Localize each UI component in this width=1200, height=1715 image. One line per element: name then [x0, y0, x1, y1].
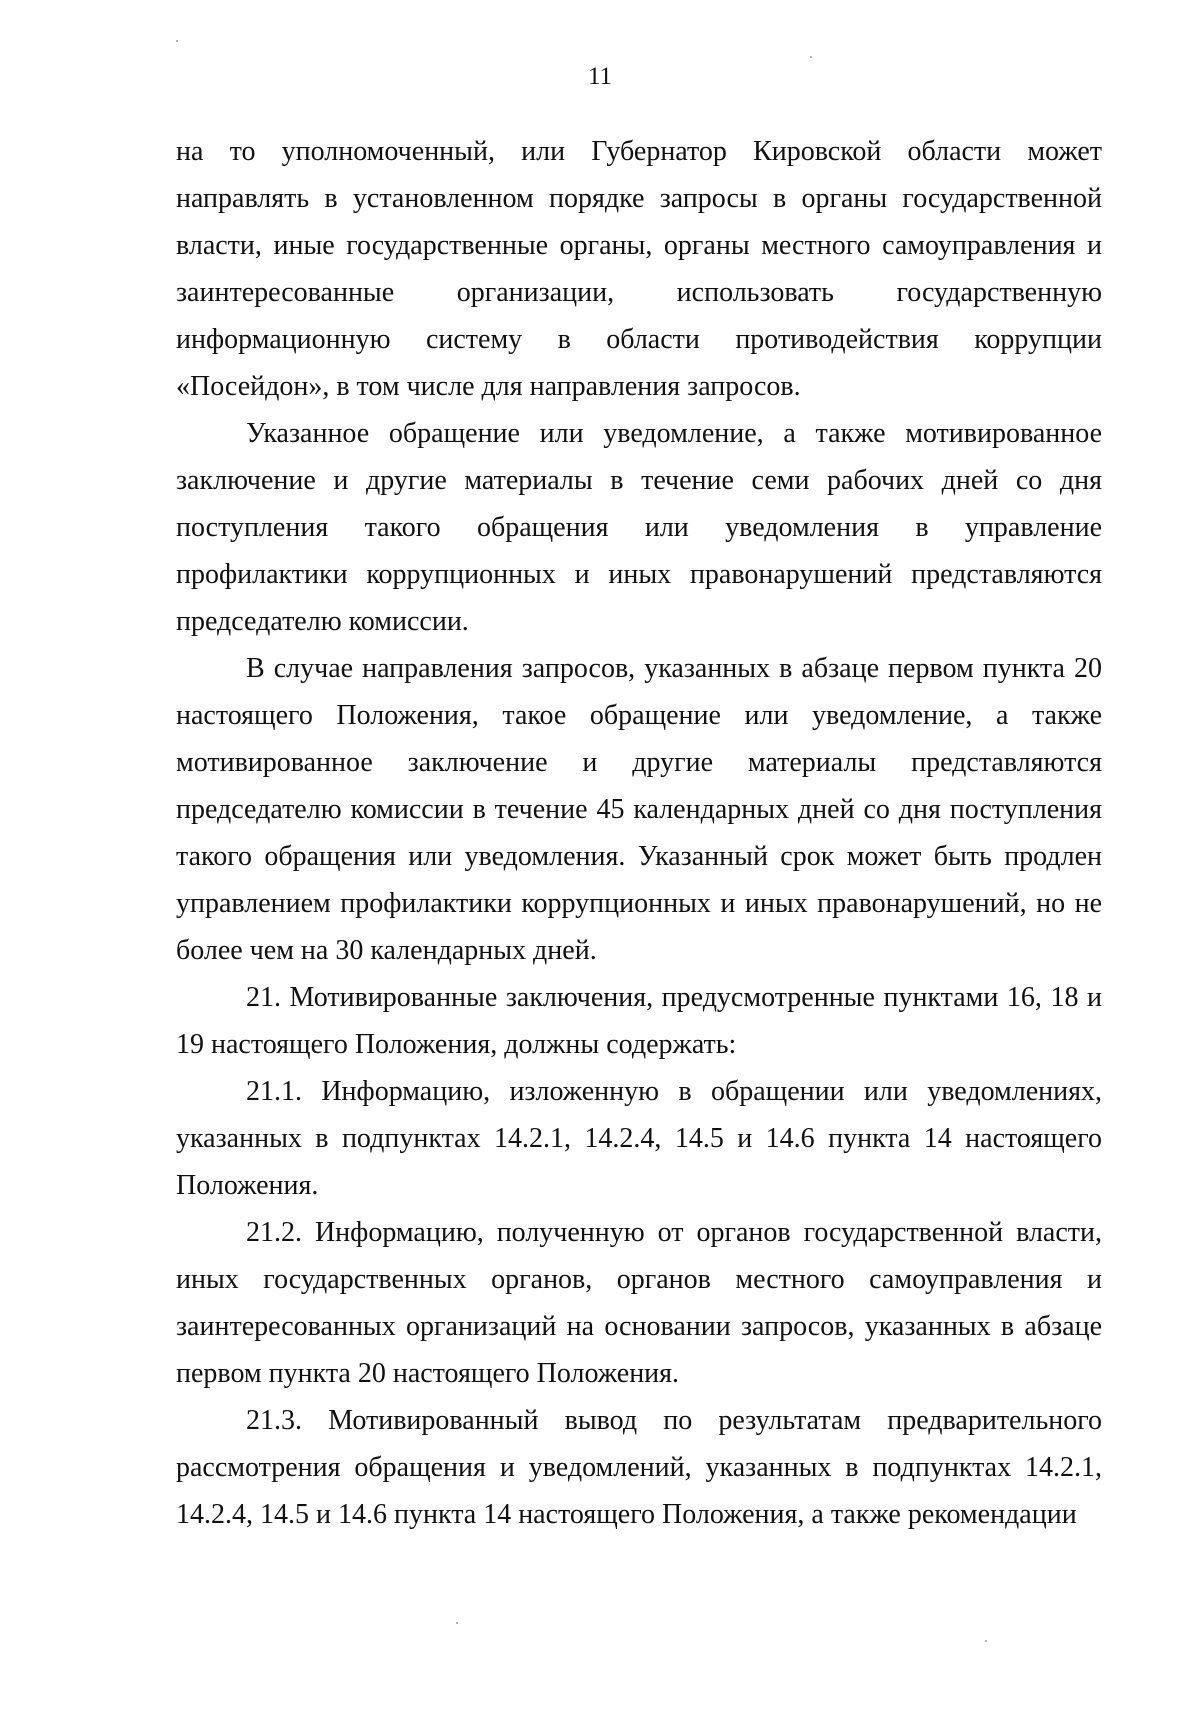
paragraph-continuation: на то уполномоченный, или Губернатор Кировской области может направлять в установленном порядке запросы в органы государственной власти, иные государственные органы, органы местного самоуправления и заинтересованные организации, использовать государственную информационную систему в области противодействия коррупции «Посейдон», в том числе для направления запросов.: [176, 136, 1102, 402]
scan-speck: [176, 40, 178, 42]
paragraph-item-21-1: 21.1. Информацию, изложенную в обращении или уведомлениях, указанных в подпунктах 14.2.1, 14.2.4, 14.5 и 14.6 пункта 14 настоящего Положения.: [176, 1076, 1102, 1201]
page-number: 11: [587, 63, 613, 90]
paragraph-item-21-2: 21.2. Информацию, полученную от органов государственной власти, иных государственных органов, органов местного самоуправления и заинтересованных организаций на основании запросов, указанных в абзаце первом пункта 20 настоящего Положения.: [176, 1217, 1102, 1389]
scan-speck: [456, 1622, 458, 1624]
paragraph-request-deadline: В случае направления запросов, указанных в абзаце первом пункта 20 настоящего Положения, такое обращение или уведомление, а также мотивированное заключение и другие материалы представляются председателю комиссии в течение 45 календарных дней со дня поступления такого обращения или уведомления. Указанный срок может быть продлен управлением профилактики коррупционных и иных правонарушений, но не более чем на 30 календарных дней.: [176, 653, 1102, 966]
paragraph-item-21: 21. Мотивированные заключения, предусмотренные пунктами 16, 18 и 19 настоящего Положения, должны содержать:: [176, 982, 1102, 1060]
scan-speck: [985, 1640, 987, 1642]
paragraph-submission-deadline: Указанное обращение или уведомление, а также мотивированное заключение и другие материалы в течение семи рабочих дней со дня поступления такого обращения или уведомления в управление профилактики коррупционных и иных правонарушений представляются председателю комиссии.: [176, 418, 1102, 637]
document-body: [176, 128, 1102, 1538]
paragraph-item-21-3: 21.3. Мотивированный вывод по результатам предварительного рассмотрения обращения и уведомлений, указанных в подпунктах 14.2.1, 14.2.4, 14.5 и 14.6 пункта 14 настоящего Положения, а также рекомендации: [176, 1405, 1102, 1530]
scan-speck: [810, 56, 812, 58]
